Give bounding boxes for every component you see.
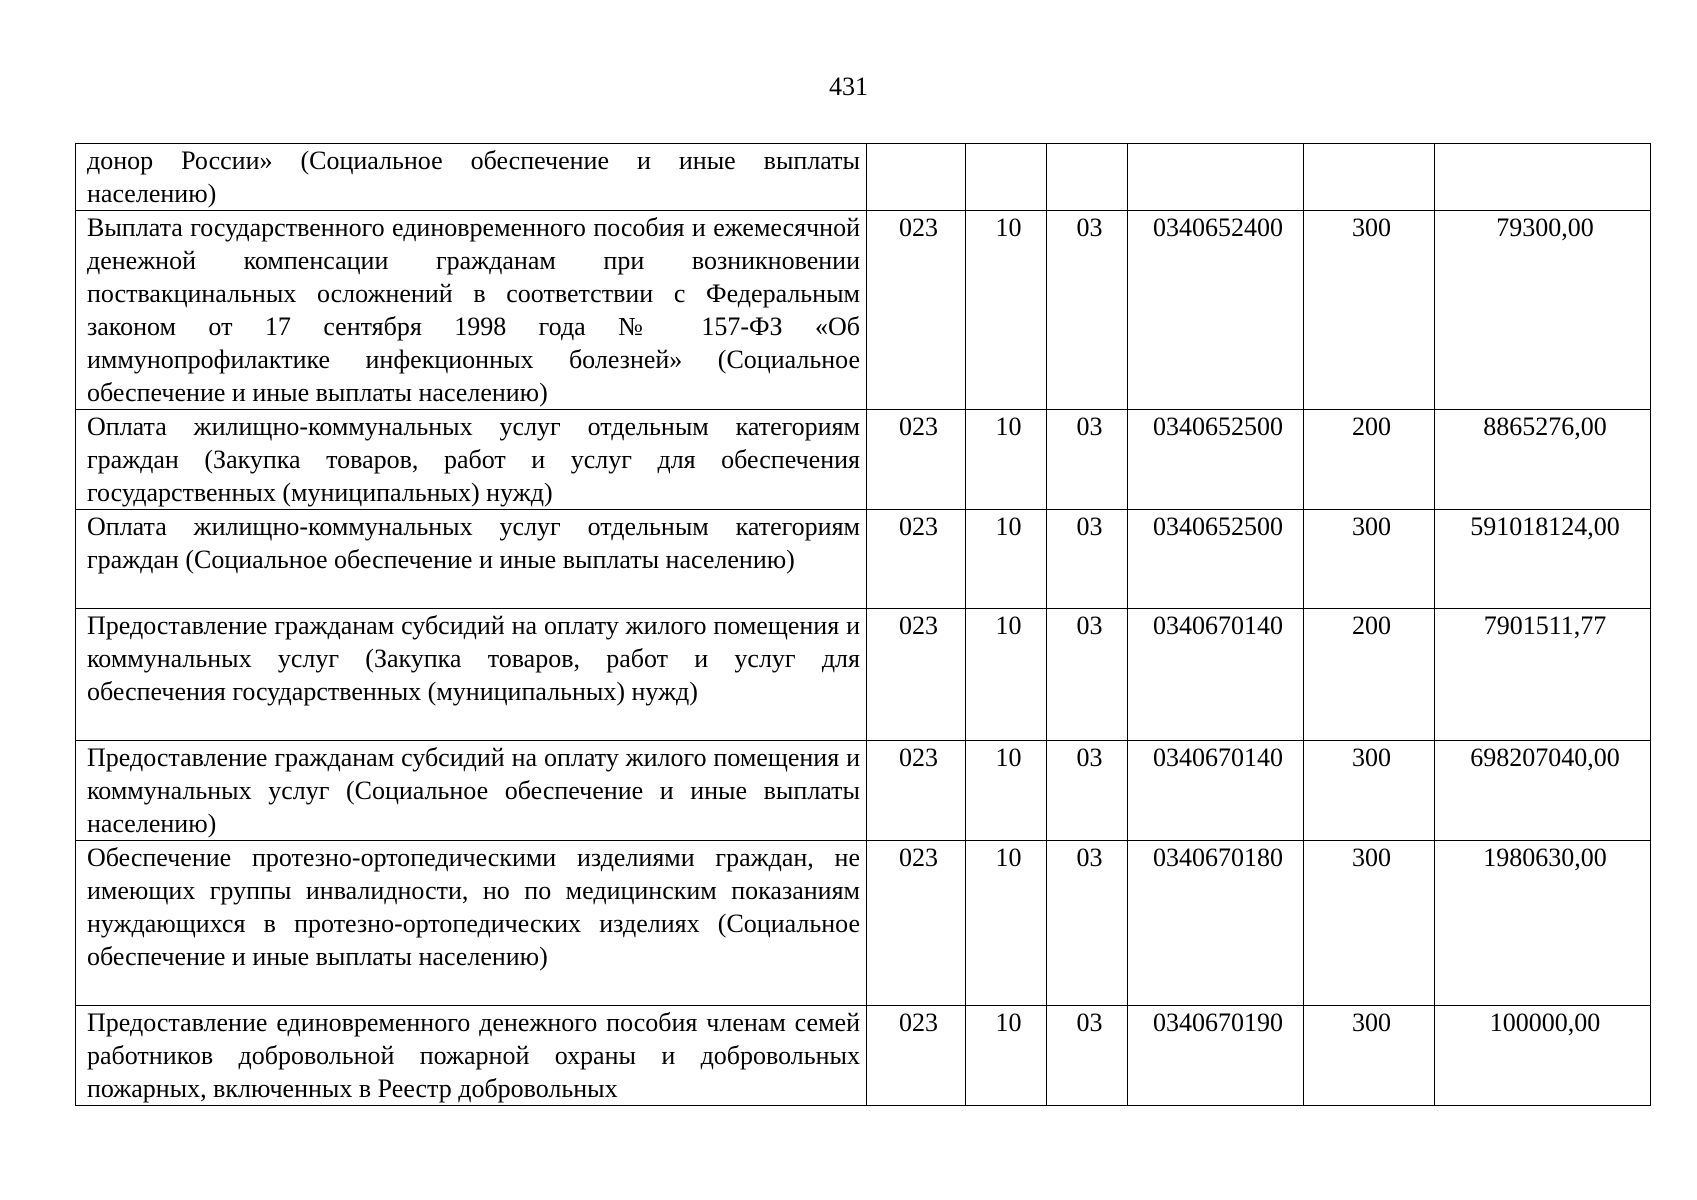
table-row bbox=[76, 410, 1651, 510]
table-row bbox=[76, 741, 1651, 841]
row-gov-code: 023 bbox=[867, 1006, 966, 1106]
row-target-article bbox=[1128, 144, 1304, 211]
row-gov-code: 023 bbox=[867, 410, 966, 510]
row-subsection: 03 bbox=[1047, 510, 1128, 609]
row-description: Оплата жилищно-коммунальных услуг отдельным категориям граждан (Закупка товаров, работ и услуг для обеспечения государственных (муниципальных) нужд) bbox=[76, 410, 867, 510]
row-gov-code: 023 bbox=[867, 609, 966, 741]
row-target-article: 0340670140 bbox=[1128, 741, 1304, 841]
row-expense-type: 300 bbox=[1304, 1006, 1435, 1106]
row-description: Предоставление единовременного денежного пособия членам семей работников добровольной пожарной охраны и добровольных пожарных, включенных в Реестр добровольных bbox=[76, 1006, 867, 1106]
row-target-article: 0340670190 bbox=[1128, 1006, 1304, 1106]
row-description: Предоставление гражданам субсидий на оплату жилого помещения и коммунальных услуг (Социальное обеспечение и иные выплаты населению) bbox=[76, 741, 867, 841]
row-amount: 79300,00 bbox=[1435, 211, 1651, 410]
table-row bbox=[76, 841, 1651, 1006]
row-target-article: 0340652500 bbox=[1128, 510, 1304, 609]
page-number: 431 bbox=[829, 72, 868, 101]
row-description: Выплата государственного единовременного пособия и ежемесячной денежной компенсации гражданам при возникновении поствакцинальных осложнений в соответствии с Федеральным законом от 17 сентября 1998 года № 157-ФЗ «Об иммунопрофилактике инфекционных болезней» (Социальное обеспечение и иные выплаты населению) bbox=[76, 211, 867, 410]
row-section: 10 bbox=[966, 741, 1047, 841]
row-expense-type bbox=[1304, 144, 1435, 211]
table-row bbox=[76, 144, 1651, 211]
row-gov-code: 023 bbox=[867, 510, 966, 609]
table-row bbox=[76, 1006, 1651, 1106]
row-expense-type: 300 bbox=[1304, 741, 1435, 841]
row-section: 10 bbox=[966, 609, 1047, 741]
row-subsection bbox=[1047, 144, 1128, 211]
row-expense-type: 300 bbox=[1304, 211, 1435, 410]
row-amount: 1980630,00 bbox=[1435, 841, 1651, 1006]
row-amount: 7901511,77 bbox=[1435, 609, 1651, 741]
row-amount: 698207040,00 bbox=[1435, 741, 1651, 841]
row-section: 10 bbox=[966, 211, 1047, 410]
table-row bbox=[76, 510, 1651, 609]
row-section: 10 bbox=[966, 410, 1047, 510]
row-subsection: 03 bbox=[1047, 741, 1128, 841]
row-gov-code bbox=[867, 144, 966, 211]
row-description: Оплата жилищно-коммунальных услуг отдельным категориям граждан (Социальное обеспечение и иные выплаты населению) bbox=[76, 510, 867, 609]
row-gov-code: 023 bbox=[867, 841, 966, 1006]
row-section bbox=[966, 144, 1047, 211]
row-amount: 8865276,00 bbox=[1435, 410, 1651, 510]
row-section: 10 bbox=[966, 841, 1047, 1006]
row-description: Обеспечение протезно-ортопедическими изделиями граждан, не имеющих группы инвалидности, но по медицинским показаниям нуждающихся в протезно-ортопедических изделиях (Социальное обеспечение и иные выплаты населению) bbox=[76, 841, 867, 1006]
row-expense-type: 300 bbox=[1304, 841, 1435, 1006]
row-subsection: 03 bbox=[1047, 609, 1128, 741]
row-expense-type: 200 bbox=[1304, 410, 1435, 510]
row-amount: 100000,00 bbox=[1435, 1006, 1651, 1106]
row-expense-type: 300 bbox=[1304, 510, 1435, 609]
row-target-article: 0340670140 bbox=[1128, 609, 1304, 741]
row-amount bbox=[1435, 144, 1651, 211]
row-subsection: 03 bbox=[1047, 211, 1128, 410]
row-gov-code: 023 bbox=[867, 211, 966, 410]
row-subsection: 03 bbox=[1047, 841, 1128, 1006]
budget-table bbox=[75, 143, 1651, 1106]
row-target-article: 0340652400 bbox=[1128, 211, 1304, 410]
row-description: донор России» (Социальное обеспечение и иные выплаты населению) bbox=[76, 144, 867, 211]
table-row bbox=[76, 609, 1651, 741]
row-amount: 591018124,00 bbox=[1435, 510, 1651, 609]
row-expense-type: 200 bbox=[1304, 609, 1435, 741]
row-target-article: 0340670180 bbox=[1128, 841, 1304, 1006]
table-row bbox=[76, 211, 1651, 410]
row-subsection: 03 bbox=[1047, 410, 1128, 510]
row-section: 10 bbox=[966, 510, 1047, 609]
row-description: Предоставление гражданам субсидий на оплату жилого помещения и коммунальных услуг (Закупка товаров, работ и услуг для обеспечения государственных (муниципальных) нужд) bbox=[76, 609, 867, 741]
row-section: 10 bbox=[966, 1006, 1047, 1106]
row-gov-code: 023 bbox=[867, 741, 966, 841]
row-subsection: 03 bbox=[1047, 1006, 1128, 1106]
row-target-article: 0340652500 bbox=[1128, 410, 1304, 510]
